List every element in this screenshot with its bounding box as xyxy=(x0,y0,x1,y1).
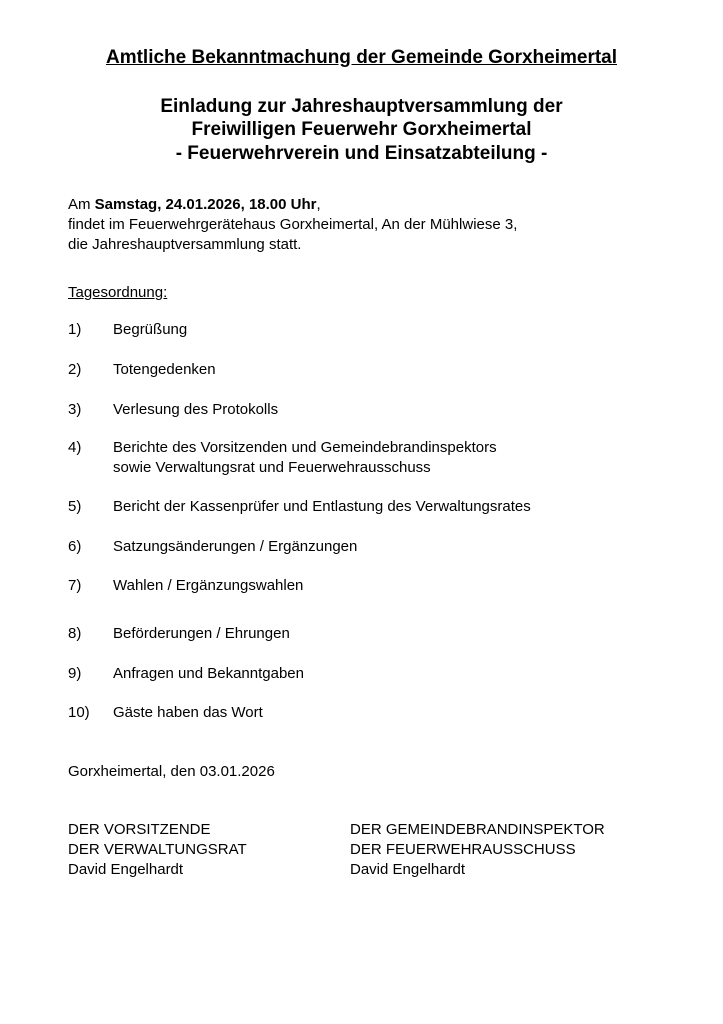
notice-title-text: Amtliche Bekanntmachung der Gemeinde Gorxheimertal xyxy=(105,47,618,68)
intro-line2: findet im Feuerwehrgerätehaus Gorxheimertal, An der Mühlwiese 3, xyxy=(68,216,518,233)
intro-line3: die Jahreshauptversammlung statt. xyxy=(68,236,302,253)
place-date: Gorxheimertal, den 03.01.2026 xyxy=(68,763,275,780)
agenda-item-label: Beförderungen / Ehrungen xyxy=(113,625,290,642)
signature-role: DER GEMEINDEBRANDINSPEKTOR xyxy=(350,821,605,838)
signature-block-right xyxy=(350,820,605,880)
agenda-item-number: 6) xyxy=(68,538,82,555)
intro-line1 xyxy=(68,196,321,214)
agenda-item-number: 4) xyxy=(68,439,82,456)
agenda-item-label: Verlesung des Protokolls xyxy=(113,401,279,418)
invitation-heading-line2: Freiwilligen Feuerwehr Gorxheimertal xyxy=(191,119,532,140)
agenda-item-label: Bericht der Kassenprüfer und Entlastung des Verwaltungsrates xyxy=(113,498,531,515)
agenda-item-number: 10) xyxy=(68,704,90,721)
meeting-date: Samstag, 24.01.2026, 18.00 Uhr xyxy=(94,196,317,213)
signature-role: DER VERWALTUNGSRAT xyxy=(68,841,247,858)
signature-role: DER VORSITZENDE xyxy=(68,821,211,838)
invitation-heading-line3: - Feuerwehrverein und Einsatzabteilung - xyxy=(175,143,548,164)
agenda-item-number: 2) xyxy=(68,361,82,378)
agenda-title: Tagesordnung: xyxy=(68,284,168,301)
agenda-item-label: Satzungsänderungen / Ergänzungen xyxy=(113,538,358,555)
agenda-item-number: 7) xyxy=(68,577,82,594)
notice-title xyxy=(0,47,723,69)
agenda-item-number: 5) xyxy=(68,498,82,515)
agenda-item-label: Wahlen / Ergänzungswahlen xyxy=(113,577,304,594)
signature-block-left xyxy=(68,820,247,880)
agenda-item-label: Totengedenken xyxy=(113,361,216,378)
agenda-item-number: 1) xyxy=(68,321,82,338)
agenda-item-number: 3) xyxy=(68,401,82,418)
signature-name: David Engelhardt xyxy=(350,861,466,878)
agenda-item-label: Begrüßung xyxy=(113,321,188,338)
agenda-item-number: 9) xyxy=(68,665,82,682)
agenda-item-number: 8) xyxy=(68,625,82,642)
agenda-item-label: Berichte des Vorsitzenden und Gemeindebrandinspektors xyxy=(113,439,497,456)
agenda-item-label: Gäste haben das Wort xyxy=(113,704,263,721)
invitation-heading-line1: Einladung zur Jahreshauptversammlung der xyxy=(160,96,563,117)
signature-name: David Engelhardt xyxy=(68,861,184,878)
intro-suffix: , xyxy=(316,196,321,213)
intro-prefix: Am xyxy=(68,196,95,213)
agenda-item-label: Anfragen und Bekanntgaben xyxy=(113,665,304,682)
agenda-item-label-continued: sowie Verwaltungsrat und Feuerwehrausschuss xyxy=(113,459,431,476)
signature-role: DER FEUERWEHRAUSSCHUSS xyxy=(350,841,576,858)
